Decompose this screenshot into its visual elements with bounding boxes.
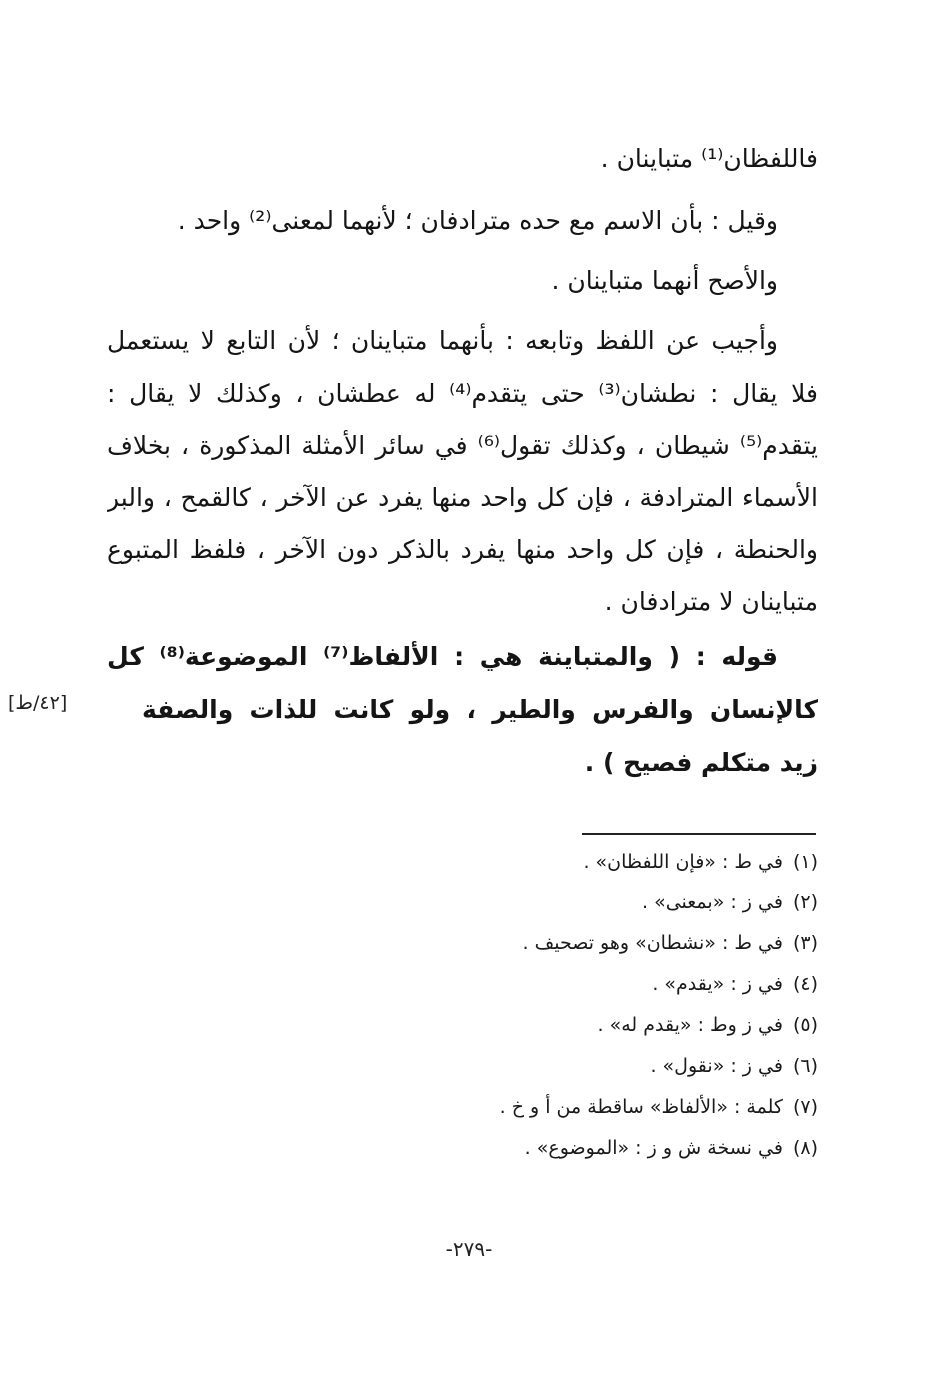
page-number: -٢٧٩- [445,1237,493,1261]
body-line-5: فلا يقال : نطشان⁽³⁾ حتى يتقدم⁽⁴⁾ له عطشان ، وكذلك لا يقال : [107,379,818,408]
footnote-text: في ز : «يقدم» . [652,973,783,995]
margin-manuscript-ref: [٤٢/ط] [8,692,68,714]
footnote-text: في ز : «نقول» . [650,1055,783,1077]
footnote-7 [500,1092,818,1122]
footnote-text: كلمة : «الألفاظ» ساقطة من أ و خ . [499,1096,783,1118]
footnote-text: في ط : «فإن اللفظان» . [583,851,783,873]
quote-line-2: كالإنسان والفرس والطير ، ولو كانت للذات والصفة [142,695,818,724]
footnote-5 [598,1010,818,1040]
body-line-6: يتقدم⁽⁵⁾ شيطان ، وكذلك تقول⁽⁶⁾ في سائر الأمثلة المذكورة ، بخلاف [107,431,818,460]
footnote-6 [650,1051,818,1081]
body-line-7: الأسماء المترادفة ، فإن كل واحد منها يفرد عن الآخر ، كالقمح ، والبر [107,483,818,512]
footnote-number: (٧) [792,1096,818,1118]
quote-line-1: قوله : ( والمتباينة هي : الألفاظ⁽⁷⁾ الموضوعة⁽⁸⁾ كل [107,642,779,671]
footnote-text: في ز وط : «يقدم له» . [597,1014,783,1036]
footnote-text: في نسخة ش و ز : «الموضوع» . [524,1137,783,1159]
footnote-number: (٣) [792,932,818,954]
footnote-1 [583,847,818,877]
footnote-3 [523,928,819,958]
footnote-number: (١) [792,851,818,873]
footnote-text: في ط : «نشطان» وهو تصحيف . [522,932,783,954]
body-line-8: والحنطة ، فإن كل واحد منها يفرد بالذكر دون الآخر ، فلفظ المتبوع [107,535,818,564]
quote-line-3: زيد متكلم فصيح ) . [584,748,818,777]
footnote-number: (٨) [792,1137,818,1159]
footnote-number: (٦) [792,1055,818,1077]
footnote-2 [642,887,818,917]
footnote-4 [652,969,818,999]
body-line-3: والأصح أنهما متباينان . [551,266,778,295]
body-line-9: متباينان لا مترادفان . [604,587,818,616]
footnote-8 [525,1133,818,1163]
footnote-number: (٢) [792,891,818,913]
body-line-4: وأجيب عن اللفظ وتابعه : بأنهما متباينان ؛ لأن التابع لا يستعمل [107,326,778,355]
footnote-separator [582,833,816,835]
body-line-2: وقيل : بأن الاسم مع حده مترادفان ؛ لأنهما لمعنى⁽²⁾ واحد . [177,206,778,235]
footnote-text: في ز : «بمعنى» . [641,891,783,913]
body-line-1: فاللفظان⁽¹⁾ متباينان . [600,144,818,173]
footnote-number: (٥) [792,1014,818,1036]
footnote-number: (٤) [792,973,818,995]
